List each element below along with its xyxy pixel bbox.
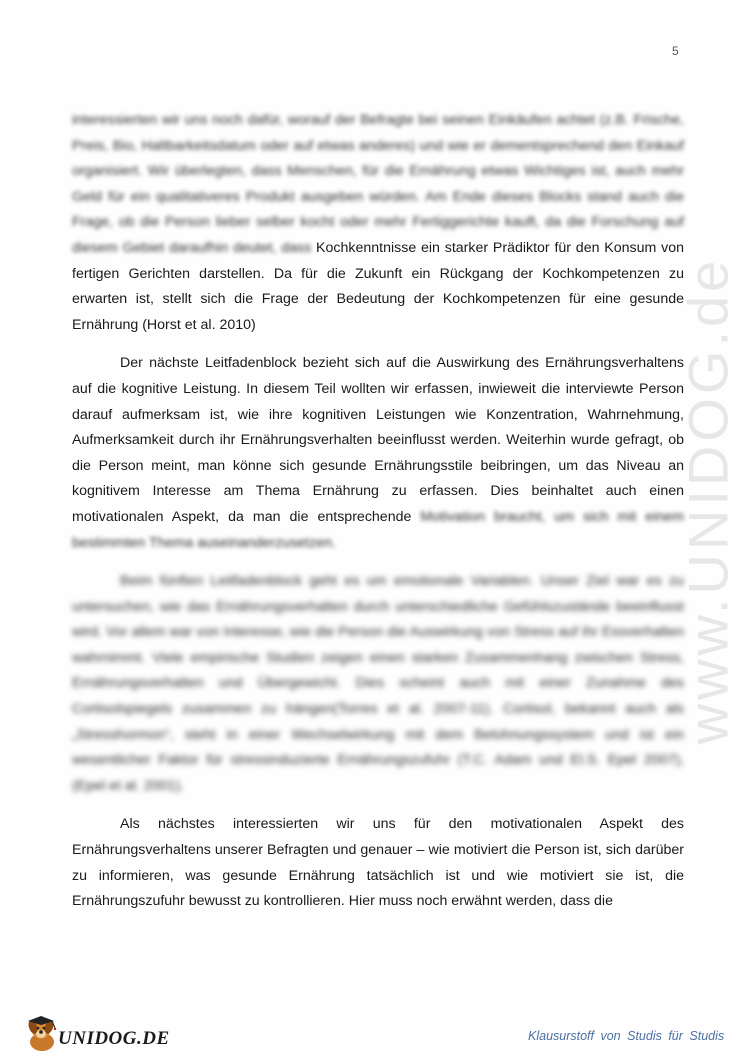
blurred-text: interessierten wir uns noch dafür, worauf der Befragte bei seinen Einkäufen achtet (z.B. Frische, Preis, Bio, Haltbarkeitsdatum oder auf etwas anderes) und wie er dementsprechend den Einkauf organisiert. Wir überlegten, dass Menschen, für die Ernährung etwas Wichtiges ist, auch mehr Geld für ein qualitativeres Produkt ausgeben würden. Am Ende dieses Blocks stand auch die Frage, ob die Person lieber selber kocht oder mehr Fertiggerichte kauft, da die Forschung auf diesem Gebiet daraufhin deutet, dass [72,112,684,256]
logo-text: UNIDOG.DE [58,1028,170,1049]
paragraph-1 [72,108,684,338]
paragraph-3 [72,569,684,799]
visible-text: Der nächste Leitfadenblock bezieht sich auf die Auswirkung des Ernährungsverhaltens auf die kognitive Leistung. In diesem Teil wollten wir erfassen, inwieweit die interviewte Person darauf aufmerksam ist, wie ihre kognitiven Leistungen wie Konzentration, Wahrnehmung, Aufmerksamkeit durch ihr Ernährungsverhalten beeinflusst werden. Weiterhin wurde gefragt, ob die Person meint, man könne sich gesunde Ernährungsstile beibringen, um das Niveau an kognitivem Interesse am Thema Ernährung zu erfassen. Dies beinhaltet auch einen motivationalen Aspekt, da man die entsprechende [72,355,684,525]
footer-tagline: Klausurstoff von Studis für Studis [528,1029,725,1043]
unidog-logo[interactable] [22,1015,170,1053]
watermark-text: www.UNIDOG.de [676,256,740,744]
visible-text: Als nächstes interessierten wir uns für den motivationalen Aspekt des Ernährungsverhaltens unserer Befragten und genauer – wie motiviert die Person ist, sich darüber zu informieren, was gesunde Ernährung tatsächlich ist und wie motiviert sie ist, die Ernährungszufuhr bewusst zu kontrollieren. Hier muss noch erwähnt werden, dass die [72,816,684,910]
blurred-text: Beim fünften Leitfadenblock geht es um emotionale Variablen. Unser Ziel war es zu untersuchen, wie das Ernährungsverhalten durch unterschiedliche Gefühlszustände beeinflusst wird. Vor allem war von Interesse, wie die Person die Auswirkung von Stress auf ihr Essverhalten wahrnimmt. Viele empirische Studien zeigen einen starken Zusammenhang zwischen Stress, Ernährungsverhalten und Übergewicht. Dies scheint auch mit einer Zunahme des Cortisolspiegels zusammen zu hängen(Torres et al. 2007-11). Cortisol, bekannt auch als „Stresshormon“, steht in einer Wechselwirkung mit dem Belohnungssystem und ist ein wesentlicher Faktor für stressinduzierte Ernährungszufuhr (T.C. Adam und El.S. Epel 2007), (Epel et al. 2001). [72,573,684,794]
dog-mascot-icon [22,1015,62,1053]
paragraph-2 [72,351,684,556]
page-number: 5 [672,44,679,58]
blurred-text: Motivation braucht, um sich mit einem bestimmten Thema auseinanderzusetzen. [72,508,684,551]
visible-text: Kochkenntnisse ein starker Prädiktor für den Konsum von fertigen Gerichten darstellen. Da für die Zukunft ein Rückgang der Kochkompetenzen zu erwarten ist, stellt sich die Frage der Bedeutung der Kochkompetenzen für eine gesunde Ernährung (Horst et al. 2010) [72,239,684,333]
paragraph-4 [72,812,684,914]
document-body [72,108,684,915]
